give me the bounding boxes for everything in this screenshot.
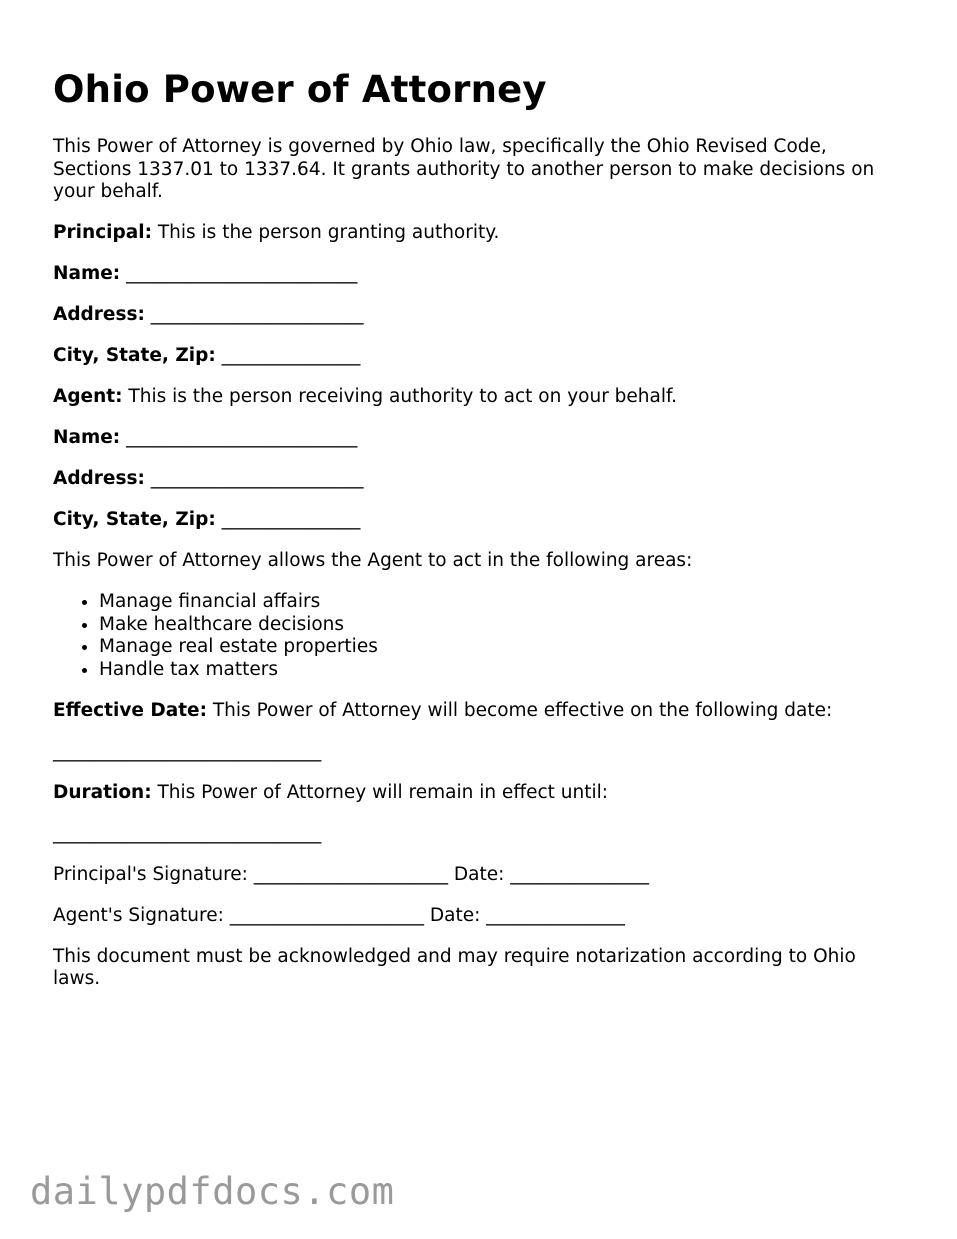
principal-name-field	[53, 263, 903, 286]
duration-label: Duration:	[53, 781, 152, 803]
watermark: dailypdfdocs.com	[30, 1170, 395, 1213]
principal-address-field	[53, 304, 903, 327]
principal-city-field	[53, 345, 903, 368]
closing-paragraph: This document must be acknowledged and may require notarization according to Ohio laws.	[53, 945, 856, 989]
list-item: • Manage real estate properties	[99, 636, 903, 659]
agent-label: Agent:	[53, 386, 123, 407]
principal-label: Principal:	[53, 222, 152, 243]
principal-name-blank[interactable]: _________________________	[120, 263, 358, 284]
agent-signature-line[interactable]: Agent's Signature: _____________________ Date: _______________	[53, 904, 625, 926]
list-item: • Handle tax matters	[99, 659, 903, 682]
page-title: Ohio Power of Attorney	[53, 68, 547, 111]
list-item: • Make healthcare decisions	[99, 614, 903, 637]
principal-name-label: Name:	[53, 263, 121, 284]
document-page	[53, 64, 903, 1009]
effective-date-paragraph	[53, 700, 903, 723]
list-item: • Manage financial affairs	[99, 591, 903, 614]
agent-name-blank[interactable]: _________________________	[120, 427, 358, 448]
principal-city-label: City, State, Zip:	[53, 345, 216, 366]
principal-description: This is the person granting authority.	[151, 222, 500, 243]
agent-name-label: Name:	[53, 427, 121, 448]
principal-city-blank[interactable]: _______________	[215, 345, 361, 366]
duration-paragraph	[53, 782, 903, 805]
agent-name-field	[53, 427, 903, 450]
principal-address-label: Address:	[53, 304, 145, 325]
duration-blank[interactable]: _____________________________	[53, 822, 322, 844]
agent-address-label: Address:	[53, 468, 145, 489]
effective-date-blank[interactable]: _____________________________	[53, 740, 322, 762]
principal-signature-line[interactable]: Principal's Signature: _____________________ Date: _______________	[53, 863, 650, 885]
areas-list	[53, 591, 903, 681]
principal-address-blank[interactable]: _______________________	[144, 304, 364, 325]
agent-city-blank[interactable]: _______________	[215, 509, 361, 530]
intro-paragraph: This Power of Attorney is governed by Ohio law, specifically the Ohio Revised Code, Sections 1337.01 to 1337.64. It grants authority to another person to make decisions on your behalf.	[53, 136, 875, 202]
agent-address-field	[53, 468, 903, 491]
agent-address-blank[interactable]: _______________________	[144, 468, 364, 489]
duration-text: This Power of Attorney will remain in effect until:	[151, 781, 608, 803]
agent-city-field	[53, 509, 903, 532]
areas-intro: This Power of Attorney allows the Agent to act in the following areas:	[53, 550, 693, 571]
agent-description: This is the person receiving authority to act on your behalf.	[122, 386, 678, 407]
effective-date-label: Effective Date:	[53, 699, 207, 721]
effective-date-text: This Power of Attorney will become effective on the following date:	[207, 699, 833, 721]
agent-heading	[53, 386, 903, 409]
agent-city-label: City, State, Zip:	[53, 509, 216, 530]
principal-heading	[53, 222, 903, 245]
